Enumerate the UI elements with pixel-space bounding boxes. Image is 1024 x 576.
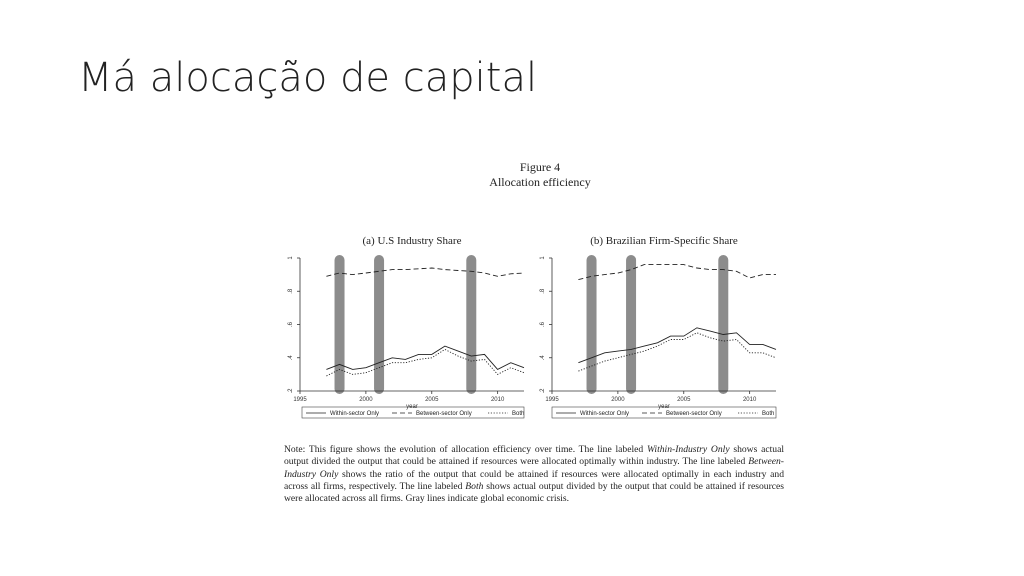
note-term-between: Between-Industry Only: [284, 456, 784, 480]
panel-a-x-tick-label: 1995: [293, 397, 307, 403]
panel-b-crisis-bar: [626, 255, 636, 394]
panel-a-y-tick-label: 1: [288, 256, 294, 260]
panel-b-legend-label: Between-sector Only: [666, 411, 722, 417]
panel-b-x-tick-label: 2005: [677, 397, 691, 403]
panel-a-legend-label: Within-sector Only: [330, 411, 380, 417]
panel-b-title: (b) Brazilian Firm-Specific Share: [590, 235, 738, 247]
panel-a-y-tick-label: .2: [288, 388, 294, 394]
panel-b-y-tick-label: .4: [540, 355, 546, 361]
panel-a-x-tick-label: 2010: [490, 397, 505, 403]
panel-a-crisis-bar: [374, 255, 384, 394]
panel-a-y-tick-label: .6: [288, 321, 294, 328]
panel-a-y-tick-label: .8: [288, 288, 294, 294]
figure-note: [284, 444, 784, 505]
panel-b-x-tick-label: 2000: [611, 397, 625, 403]
panel-a-legend-label: Between-sector Only: [416, 411, 472, 417]
figure-label: Figure 4: [519, 160, 561, 174]
slide-title: Má alocação de capital: [78, 55, 538, 101]
panel-b-series-within-sector-only: [578, 328, 776, 363]
note-text-1: Note: This figure shows the evolution of allocation efficiency over time. The line labeled: [284, 444, 647, 455]
panel-a-series-both: [326, 349, 524, 376]
panel-a-crisis-bar: [335, 255, 345, 394]
panel-b-y-tick-label: .2: [540, 388, 546, 394]
figure-title: Allocation efficiency: [489, 175, 591, 189]
panel-b-legend-label: Within-sector Only: [580, 411, 630, 417]
panel-a-x-tick-label: 2000: [359, 397, 373, 403]
panel-a-series-between-sector-only: [326, 268, 524, 276]
note-text-3: shows the ratio of the output that could be attained if resources were allocated optimally in each industry and across all firms, respectively. The line labeled: [284, 468, 784, 492]
panel-a-legend-label: Both: [512, 411, 525, 417]
panel-b-x-axis-label: year: [658, 404, 670, 410]
panel-a-series-within-sector-only: [326, 346, 524, 369]
panel-a-x-axis-label: year: [406, 404, 418, 410]
panel-b-x-tick-label: 2010: [742, 397, 757, 403]
panel-a-title: (a) U.S Industry Share: [362, 235, 462, 247]
panel-b-y-tick-label: 1: [540, 256, 546, 260]
note-text-2: shows actual output divided the output that could be attained if resources were allocated optimally within industry. The line labeled: [284, 444, 784, 468]
panel-a-x-tick-label: 2005: [425, 397, 439, 403]
panel-b-legend-label: Both: [762, 411, 775, 417]
panel-a-y-tick-label: .4: [288, 355, 294, 361]
note-term-both: Both: [465, 480, 484, 492]
panel-b-series-between-sector-only: [578, 265, 776, 280]
note-term-within: Within-Industry Only: [646, 444, 730, 455]
panel-a-crisis-bar: [466, 255, 476, 394]
panel-b-x-tick-label: 1995: [545, 397, 559, 403]
panel-b-y-tick-label: .8: [540, 288, 546, 294]
note-text-4: shows actual output divided by the output that could be attained if resources were allocated across all firms. Gray lines indicate global economic crisis.: [284, 480, 785, 505]
panel-b-y-tick-label: .6: [540, 321, 546, 328]
panel-b-crisis-bar: [718, 255, 728, 394]
